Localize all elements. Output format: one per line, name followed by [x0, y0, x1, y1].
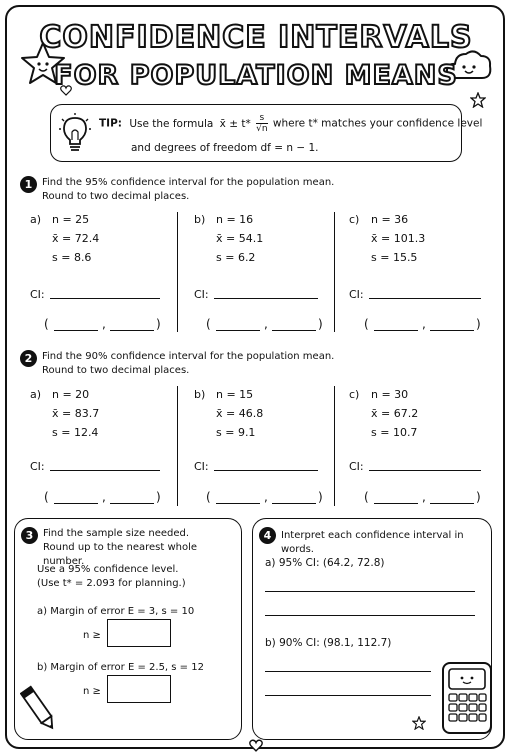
tip-fraction [256, 113, 267, 134]
close-paren: ) [318, 317, 323, 331]
q2c-xbar: x̄ = 67.2 [371, 407, 419, 420]
q4-instruction: Interpret each confidence interval in words. [281, 530, 464, 555]
q3b-n-label: n ≥ [83, 686, 101, 697]
q1c-s: s = 15.5 [371, 251, 418, 264]
comma: , [422, 317, 426, 331]
q1b-interval [206, 317, 324, 333]
q1b-xbar: x̄ = 54.1 [216, 232, 264, 245]
q4b-prompt: b) 90% CI: (98.1, 112.7) [265, 637, 392, 649]
q1a-ci-answer-line[interactable] [50, 298, 160, 299]
q3a-answer-box[interactable] [107, 619, 171, 647]
q1a-n: n = 25 [52, 213, 90, 226]
q1c-interval [364, 317, 482, 333]
q4b-answer-line-2[interactable] [265, 695, 431, 696]
q1c-ci-label: CI: [349, 288, 364, 301]
open-paren: ( [206, 490, 211, 504]
q3a-n-label: n ≥ [83, 630, 101, 641]
q2a-xbar: x̄ = 83.7 [52, 407, 100, 420]
upper-bound-line[interactable] [430, 503, 474, 504]
q1c-ci-answer-line[interactable] [369, 298, 481, 299]
comma: , [264, 490, 268, 504]
q1c-letter: c) [349, 213, 360, 226]
q1b-s: s = 6.2 [216, 251, 256, 264]
q2a-interval [44, 490, 162, 506]
q2c-ci-label: CI: [349, 460, 364, 473]
q2c-n: n = 30 [371, 388, 409, 401]
q2c-interval [364, 490, 482, 506]
upper-bound-line[interactable] [272, 330, 316, 331]
close-paren: ) [156, 317, 161, 331]
q2b-xbar: x̄ = 46.8 [216, 407, 264, 420]
q1a-letter: a) [30, 213, 42, 226]
q1a-interval [44, 317, 162, 333]
q1a-ci-label: CI: [30, 288, 45, 301]
q2b-letter: b) [194, 388, 206, 401]
q1b-ci-label: CI: [194, 288, 209, 301]
calculator-face-icon [440, 660, 494, 736]
q1a-s: s = 8.6 [52, 251, 92, 264]
open-paren: ( [364, 317, 369, 331]
pencil-icon [20, 682, 58, 736]
lower-bound-line[interactable] [216, 330, 260, 331]
tip-formula: x̄ ± t* [219, 117, 251, 130]
close-paren: ) [476, 317, 481, 331]
tip-label: TIP: [99, 117, 122, 130]
upper-bound-line[interactable] [272, 503, 316, 504]
q2-instruction-1: Find the 90% confidence interval for the population mean. [42, 351, 335, 362]
q1c-xbar: x̄ = 101.3 [371, 232, 426, 245]
q2b-n: n = 15 [216, 388, 254, 401]
q1-number-badge: 1 [20, 176, 37, 193]
q2a-letter: a) [30, 388, 42, 401]
q2b-ci-label: CI: [194, 460, 209, 473]
q2a-ci-label: CI: [30, 460, 45, 473]
q4a-prompt: a) 95% CI: (64.2, 72.8) [265, 557, 385, 569]
q1b-letter: b) [194, 213, 206, 226]
q2-number-badge: 2 [20, 350, 37, 367]
comma: , [102, 317, 106, 331]
small-star-icon [412, 716, 426, 730]
title-line-2: FOR POPULATION MEANS [54, 60, 458, 91]
open-paren: ( [44, 490, 49, 504]
q3-note-1: Use a 95% confidence level. [37, 564, 179, 575]
q2c-s: s = 10.7 [371, 426, 418, 439]
tip-text-after: where t* matches your confidence level [272, 117, 483, 130]
q3a-prompt: a) Margin of error E = 3, s = 10 [37, 606, 195, 617]
open-paren: ( [206, 317, 211, 331]
q2b-interval [206, 490, 324, 506]
q3-number-badge: 3 [21, 527, 38, 544]
divider [334, 212, 335, 332]
tip-line-2: and degrees of freedom df = n − 1. [131, 142, 319, 154]
open-paren: ( [364, 490, 369, 504]
q3b-prompt: b) Margin of error E = 2.5, s = 12 [37, 662, 204, 673]
lightbulb-icon [59, 113, 91, 155]
q3b-answer-box[interactable] [107, 675, 171, 703]
q2-instruction-2: Round to two decimal places. [42, 365, 190, 376]
q4a-answer-line-1[interactable] [265, 591, 475, 592]
q2a-s: s = 12.4 [52, 426, 99, 439]
tip-fraction-den: √n [256, 124, 268, 134]
title-line-1: CONFIDENCE INTERVALS [39, 20, 473, 55]
upper-bound-line[interactable] [110, 503, 154, 504]
divider [177, 212, 178, 332]
comma: , [264, 317, 268, 331]
close-paren: ) [156, 490, 161, 504]
lower-bound-line[interactable] [54, 330, 98, 331]
divider [334, 386, 335, 506]
q3-instruction-1: Find the sample size needed. [43, 528, 190, 539]
open-paren: ( [44, 317, 49, 331]
small-star-icon [470, 92, 486, 108]
tip-fraction-num: s [256, 113, 267, 124]
upper-bound-line[interactable] [110, 330, 154, 331]
q1a-xbar: x̄ = 72.4 [52, 232, 100, 245]
q2a-n: n = 20 [52, 388, 90, 401]
q2a-ci-answer-line[interactable] [50, 470, 160, 471]
heart-icon [248, 738, 264, 752]
lower-bound-line[interactable] [216, 503, 260, 504]
lower-bound-line[interactable] [374, 503, 418, 504]
q1b-ci-answer-line[interactable] [214, 298, 318, 299]
q2c-letter: c) [349, 388, 360, 401]
q1b-n: n = 16 [216, 213, 254, 226]
q4b-answer-line-1[interactable] [265, 671, 431, 672]
lower-bound-line[interactable] [374, 330, 418, 331]
q2b-ci-answer-line[interactable] [214, 470, 318, 471]
comma: , [422, 490, 426, 504]
close-paren: ) [318, 490, 323, 504]
tip-box [50, 104, 483, 162]
q3-instruction-2: Round up to the nearest whole number. [43, 542, 198, 567]
q2b-s: s = 9.1 [216, 426, 256, 439]
q3-note-2: (Use t* = 2.093 for planning.) [37, 578, 186, 589]
comma: , [102, 490, 106, 504]
q1-instruction-1: Find the 95% confidence interval for the population mean. [42, 177, 335, 188]
close-paren: ) [476, 490, 481, 504]
lower-bound-line[interactable] [54, 503, 98, 504]
q1c-n: n = 36 [371, 213, 409, 226]
q1-instruction-2: Round to two decimal places. [42, 191, 190, 202]
upper-bound-line[interactable] [430, 330, 474, 331]
divider [177, 386, 178, 506]
q2c-ci-answer-line[interactable] [369, 470, 481, 471]
q4-number-badge: 4 [259, 527, 276, 544]
tip-text-before: Use the formula [129, 117, 214, 130]
q4a-answer-line-2[interactable] [265, 615, 475, 616]
